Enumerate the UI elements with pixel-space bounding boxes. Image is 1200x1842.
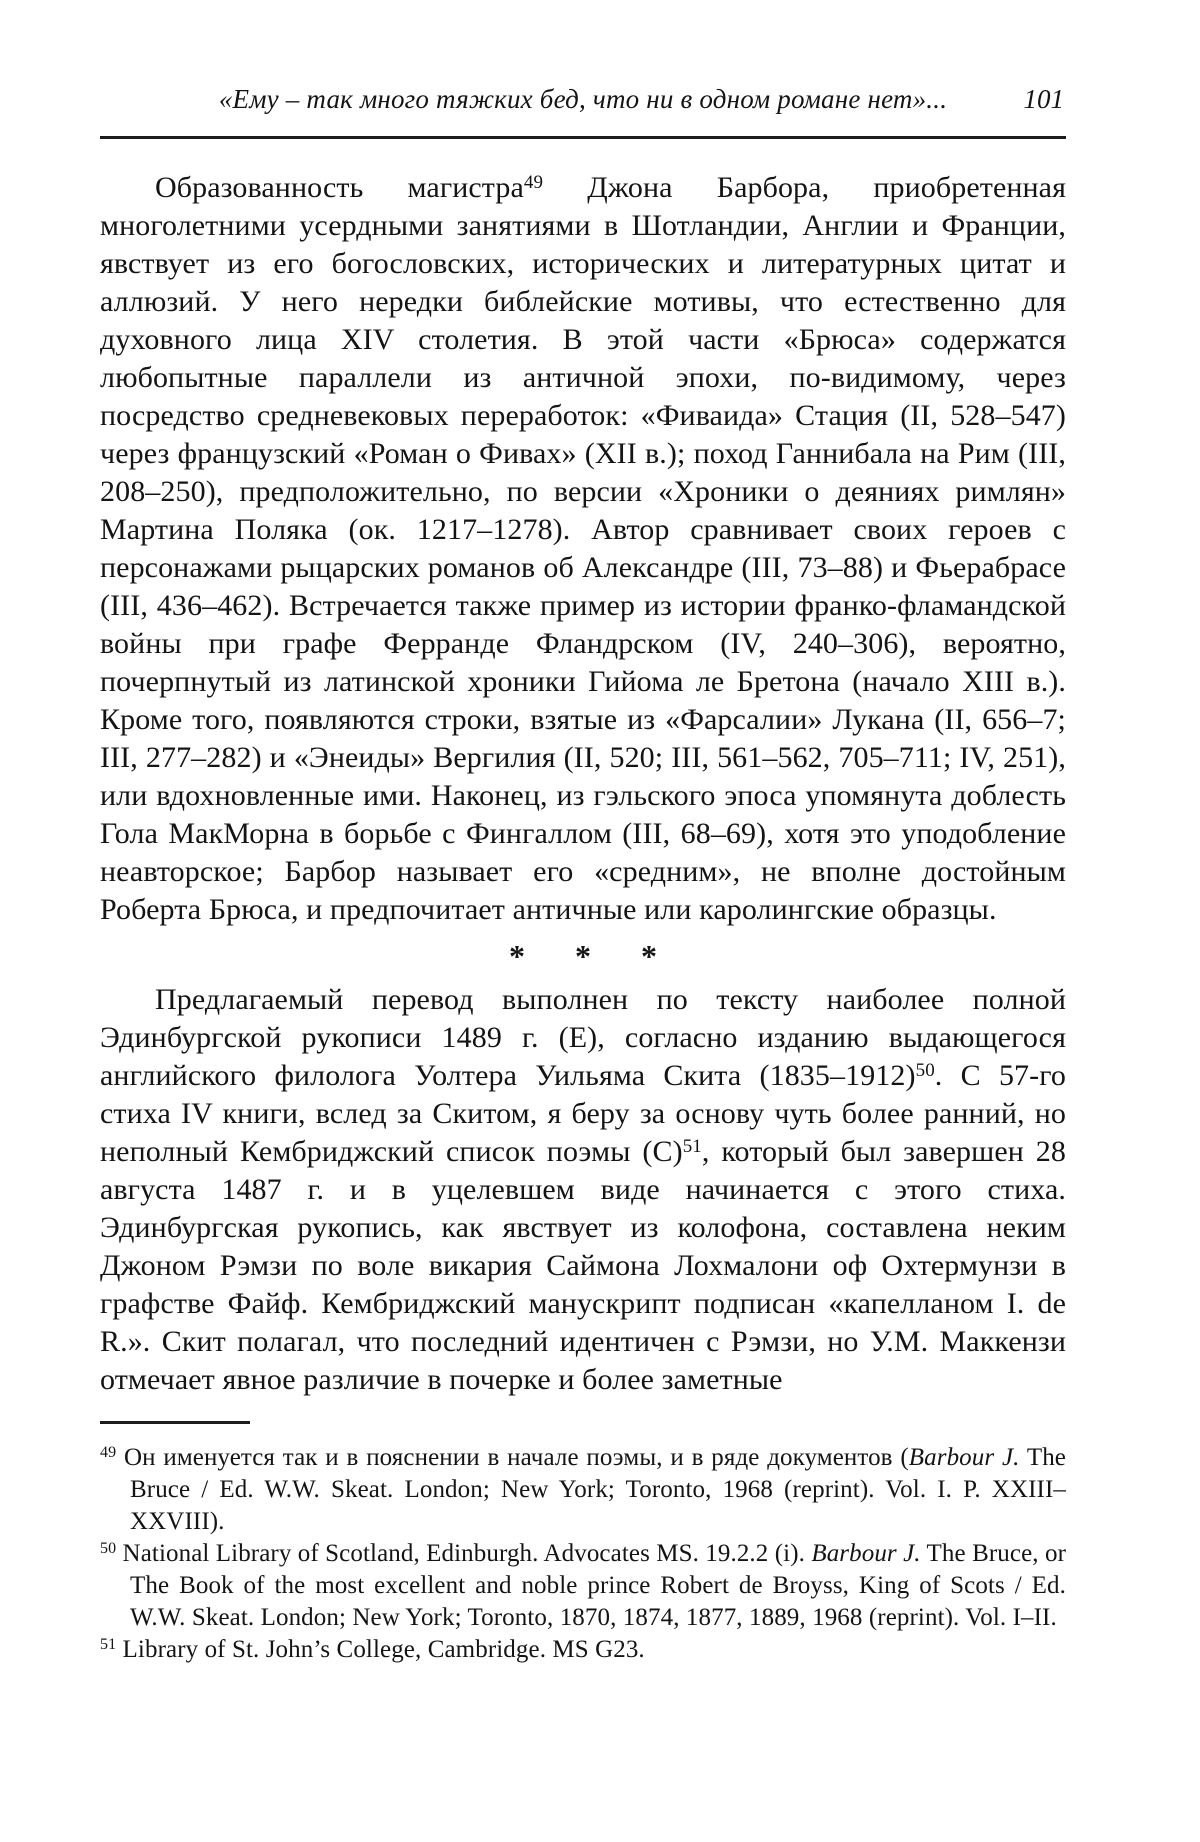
paragraph-2-text: Предлагаемый перевод выполнен по тексту наиболее полной Эдинбургской рукописи 1489 г. (Е), согласно изданию выдающегося английского филолога Уолтера Уильяма Скита (1835–1912) [100,983,1066,1092]
header-rule [100,136,1066,139]
footnote-separator-rule [100,1421,250,1424]
footnote-49-text: Он именуется так и в пояснении в начале поэмы, и в ряде документов ( [116,1444,909,1471]
page-body [100,169,1066,1399]
section-separator-stars: * * * [509,938,657,974]
footnote-ref-51: 51 [682,1136,702,1158]
text-block [100,0,1066,1666]
footnote-49-text-cont: The Bruce / Ed. W.W. Skeat. London; New York; Toronto, 1968 (reprint). Vol. I. P. XXIII–XXVIII). [130,1444,1066,1535]
footnote-50-text-cont: The Bruce, or The Book of the most excellent and noble prince Robert de Broyss, King of Scots / Ed. W.W. Skeat. London; New York; Toronto, 1870, 1874, 1877, 1889, 1968 (reprint). Vol. I–II. [130,1540,1066,1631]
footnote-50-marker: 50 [100,1540,117,1557]
footnote-49 [100,1442,1066,1538]
footnote-50 [100,1538,1066,1634]
paragraph-1-text-cont: Джона Барбора, приобретенная многолетними усердными занятиями в Шотландии, Англии и Франции, явствует из его богословских, исторических и литературных цитат и аллюзий. У него нередки библейские мотивы, что естественно для духовного лица XIV столетия. В этой части «Брюса» содержатся любопытные параллели из античной эпохи, по-видимому, через посредство средневековых переработок: «Фиваида» Стация (II, 528–547) через французский «Роман о Фивах» (XII в.); поход Ганнибала на Рим (III, 208–250), предположительно, по версии «Хроники о деяниях римлян» Мартина Поляка (ок. 1217–1278). Автор сравнивает своих героев с персонажами рыцарских романов об Александре (III, 73–88) и Фьерабрасе (III, 436–462). Встречается также пример из истории франко-фламандской войны при графе Ферранде Фландрском (IV, 240–306), вероятно, почерпнутый из латинской хроники Гийома ле Бретона (начало XIII в.). Кроме того, появляются строки, взятые из «Фарсалии» Лукана (II, 656–7; III, 277–282) и «Энеиды» Вергилия (II, 520; III, 561–562, 705–711; IV, 251), или вдохновленные ими. Наконец, из гэльского эпоса упомянута доблесть Гола МакМорна в борьбе с Фингаллом (III, 68–69), хотя это уподобление неавторское; Барбор называет его «средним», не вполне достойным Роберта Брюса, и предпочитает античные или каролингские образцы. [100,171,1066,926]
footnote-51-text: Library of St. John’s College, Cambridge. MS G23. [116,1636,645,1663]
footnote-ref-50: 50 [915,1060,935,1082]
footnote-50-text: National Library of Scotland, Edinburgh. Advocates MS. 19.2.2 (i). [116,1540,812,1567]
paragraph-2-text-cont: . С 57-го стиха IV книги, вслед за Скитом, я беру за основу чуть более ранний, но неполный Кембриджский список поэмы (С) [100,1059,1066,1168]
footnote-50-citation-author: Barbour J. [811,1540,921,1567]
footnote-51-marker: 51 [100,1636,117,1653]
running-header-title: «Ему – так много тяжких бед, что ни в одном романе нет»... [218,84,948,114]
paragraph-1-text: Образованность магистра [155,171,524,204]
paragraph-2-text-end: , который был завершен 28 августа 1487 г. и в уцелевшем виде начинается с этого стиха. Эдинбургская рукопись, как явствует из колофона, составлена неким Джоном Рэмзи по воле викария Саймона Лохмалони оф Охтермунзи в графстве Файф. Кембриджский манускрипт подписан «капелланом I. de R.». Скит полагал, что последний идентичен с Рэмзи, но У.М. Маккензи отмечает явное различие в почерке и более заметные [100,1135,1066,1396]
page-number: 101 [1023,84,1064,114]
paragraph-erudition [100,169,1066,929]
footnote-51 [100,1634,1066,1666]
paragraph-translation [100,981,1066,1399]
running-header [100,82,1066,122]
footnote-49-marker: 49 [100,1444,117,1461]
footnote-ref-49: 49 [523,172,544,194]
footnote-49-citation-author: Barbour J. [908,1444,1020,1471]
footnotes-section [100,1421,1066,1666]
